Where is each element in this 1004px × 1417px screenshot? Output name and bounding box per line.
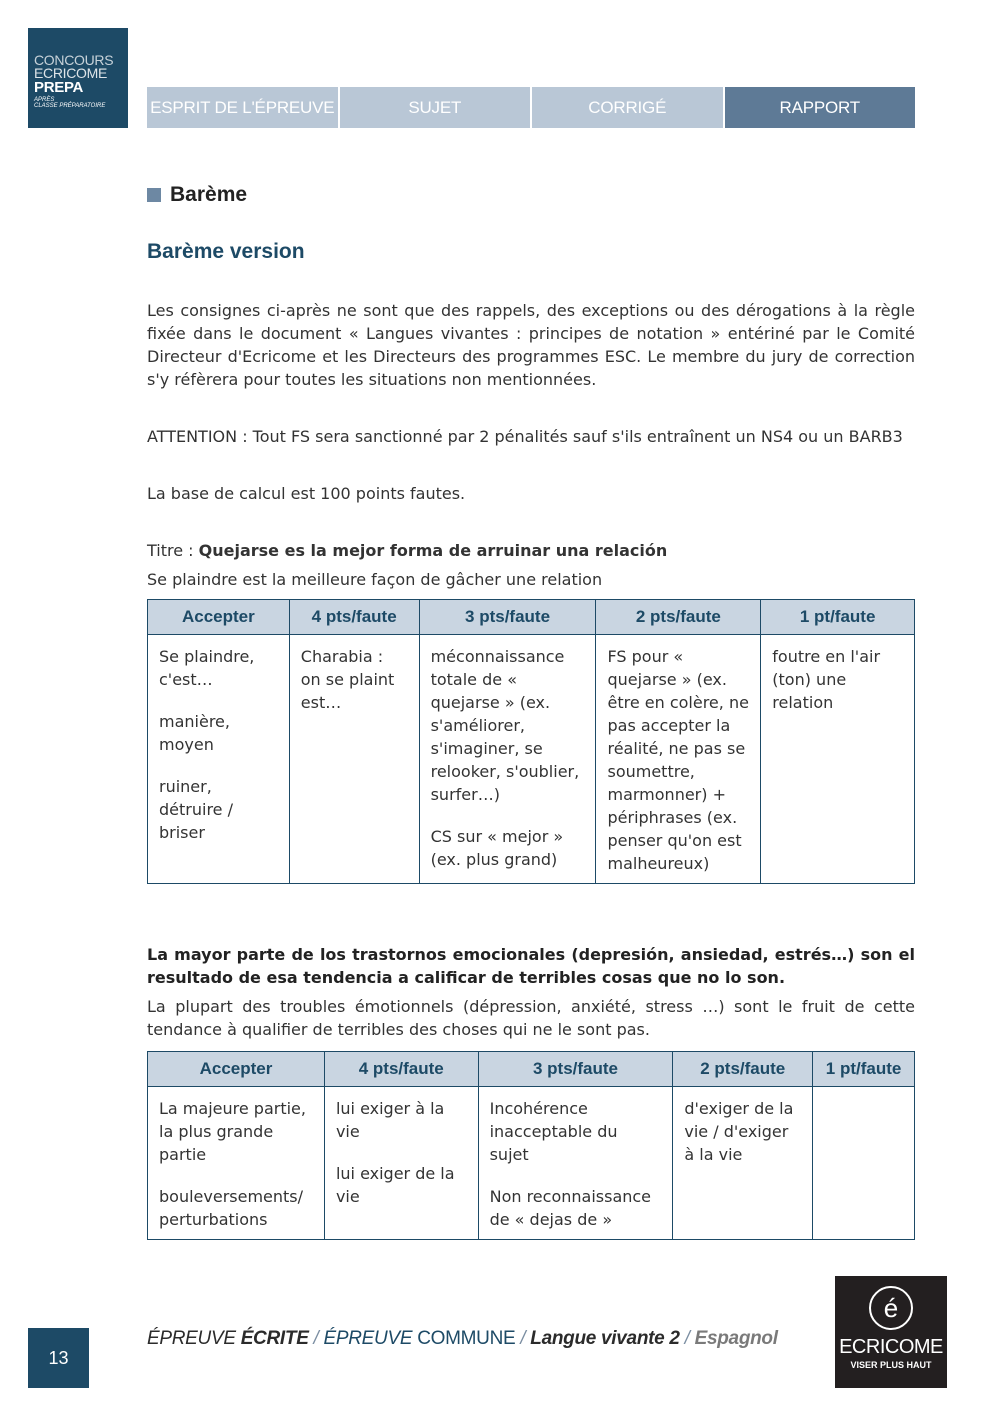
concours-logo: [28, 28, 128, 128]
section-heading: [147, 180, 915, 210]
title-prefix: Titre :: [147, 541, 199, 560]
header-accepter: Accepter: [148, 1052, 325, 1087]
cell-4pts: [324, 1087, 478, 1240]
cell-3pts: [478, 1087, 673, 1240]
title-translation: Se plaindre est la meilleure façon de gâcher une relation: [147, 570, 603, 589]
cell-entry: Non reconnaissance de « dejas de »: [489, 1187, 652, 1229]
cell-entry: Incohérence inacceptable du sujet: [489, 1099, 618, 1164]
square-bullet-icon: [147, 188, 161, 202]
header-2pts: 2 pts/faute: [673, 1052, 813, 1087]
footer-epreuve-2: ÉPREUVE: [323, 1328, 418, 1349]
footer-commune: COMMUNE: [417, 1328, 516, 1349]
cell-entry: La majeure partie, la plus grande partie: [159, 1099, 306, 1164]
cell-entry: bouleversements/ perturbations: [159, 1187, 304, 1229]
cell-entry: CS sur « mejor » (ex. plus grand): [430, 827, 564, 869]
cell-entry: d'exiger de la vie / d'exiger à la vie: [684, 1099, 794, 1164]
base-paragraph: La base de calcul est 100 points fautes.: [147, 484, 466, 503]
footer-separator: /: [308, 1328, 324, 1349]
tab-sujet[interactable]: SUJET: [340, 87, 531, 128]
table-header-row: [148, 1052, 915, 1087]
cell-entry: Charabia : on se plaint est…: [300, 647, 395, 712]
logo-line-ecricome: ECRICOME: [34, 65, 108, 81]
cell-entry: Se plaindre, c'est…: [159, 647, 255, 689]
tab-esprit[interactable]: ESPRIT DE L'ÉPREUVE: [147, 87, 338, 128]
table-header-row: [148, 600, 915, 635]
attention-paragraph: ATTENTION : Tout FS sera sanctionné par 2 pénalités sauf s'ils entraînent un NS4 ou un BARB3: [147, 427, 903, 446]
cell-accepter: [148, 1087, 325, 1240]
header-1pt: 1 pt/faute: [813, 1052, 915, 1087]
ecricome-logo-tagline: VISER PLUS HAUT: [850, 1360, 932, 1370]
cell-entry: foutre en l'air (ton) une relation: [772, 647, 881, 712]
footer-separator: /: [679, 1328, 695, 1349]
sentence-translation: La plupart des troubles émotionnels (dépression, anxiété, stress …) sont le fruit de cette tendance à qualifier de terribles des choses qui ne le sont pas.: [147, 997, 915, 1039]
cell-entry: ruiner, détruire / briser: [159, 777, 233, 842]
logo-line-classe: CLASSE PRÉPARATOIRE: [34, 103, 106, 109]
section-heading-text: Barème: [170, 183, 248, 206]
subsection-heading: Barème version: [147, 240, 305, 263]
cell-entry: manière, moyen: [159, 712, 230, 754]
ecricome-logo-name: ECRICOME: [839, 1336, 943, 1358]
header-4pts: 4 pts/faute: [289, 600, 419, 635]
sentence-spanish: La mayor parte de los trastornos emocionales (depresión, ansiedad, estrés…) son el resultado de esa tendencia a calificar de terribles cosas que no lo son.: [147, 945, 915, 987]
cell-2pts: [596, 635, 761, 884]
title-spanish: Quejarse es la mejor forma de arruinar una relación: [198, 541, 668, 560]
page-number: 13: [28, 1328, 89, 1388]
footer-ecrite: ÉCRITE: [240, 1328, 309, 1349]
header-1pt: 1 pt/faute: [761, 600, 915, 635]
cell-1pt: [761, 635, 915, 884]
grading-table-1: [147, 599, 915, 884]
header-3pts: 3 pts/faute: [478, 1052, 673, 1087]
grading-table-2: [147, 1051, 915, 1240]
tab-corrige[interactable]: CORRIGÉ: [532, 87, 723, 128]
table-row: [148, 635, 915, 884]
cell-accepter: [148, 635, 290, 884]
cell-4pts: [289, 635, 419, 884]
cell-entry: lui exiger de la vie: [335, 1164, 455, 1206]
header-4pts: 4 pts/faute: [324, 1052, 478, 1087]
title-line: [147, 539, 915, 562]
header-2pts: 2 pts/faute: [596, 600, 761, 635]
footer-langue: Langue vivante 2: [530, 1328, 680, 1349]
footer-epreuve: ÉPREUVE: [147, 1328, 241, 1349]
logo-line-prepa: PREPA: [34, 79, 84, 96]
cell-3pts: [419, 635, 596, 884]
footer-espagnol: Espagnol: [694, 1328, 778, 1349]
main-content: [147, 180, 915, 1240]
cell-entry: méconnaissance totale de « quejarse » (ex. s'améliorer, s'imaginer, se relooker, s'oublier, surfer…): [430, 647, 580, 804]
cell-1pt: [813, 1087, 915, 1240]
section-tabs: [147, 87, 915, 128]
tab-rapport[interactable]: RAPPORT: [725, 87, 916, 128]
ecricome-logo: [835, 1276, 947, 1388]
logo-line-concours: CONCOURS: [34, 52, 114, 68]
header-3pts: 3 pts/faute: [419, 600, 596, 635]
ecricome-e-icon: é: [869, 1286, 913, 1330]
logo-line-apres: APRÈS: [34, 97, 55, 103]
cell-2pts: [673, 1087, 813, 1240]
table-row: [148, 1087, 915, 1240]
intro-paragraph: Les consignes ci-après ne sont que des rappels, des exceptions ou des dérogations à la règle fixée dans le document « Langues vivantes : principes de notation » entériné par le Comité Directeur d'Ecricome et les Directeurs des programmes ESC. Le membre du jury de correction s'y réfèrera pour toutes les situations non mentionnées.: [147, 301, 915, 389]
footer-breadcrumb: [147, 1328, 778, 1350]
cell-entry: FS pour « quejarse » (ex. être en colère, ne pas accepter la réalité, ne pas se soumettre, marmonner) + périphrases (ex. penser qu'on est malheureux): [607, 647, 749, 873]
footer-separator: /: [515, 1328, 531, 1349]
cell-entry: lui exiger à la vie: [335, 1099, 445, 1141]
header-accepter: Accepter: [148, 600, 290, 635]
